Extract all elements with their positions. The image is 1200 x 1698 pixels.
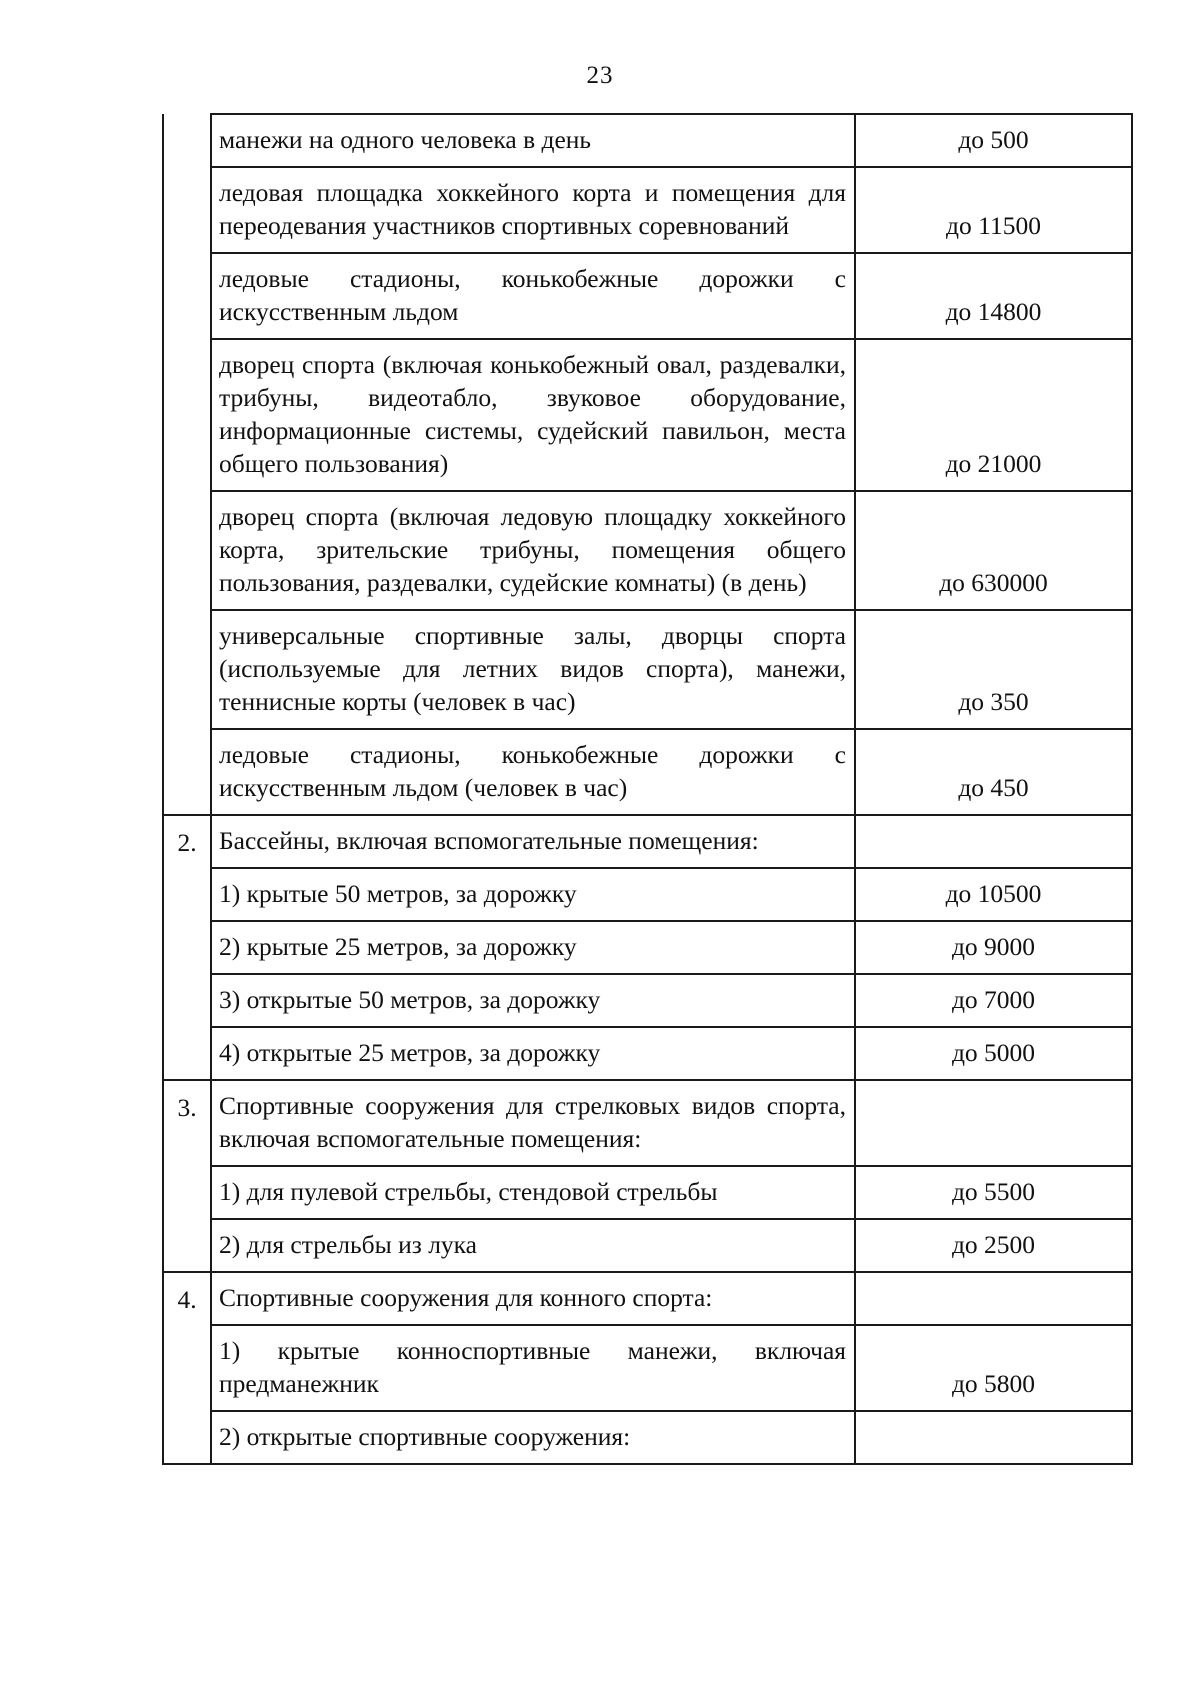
row-value [855, 1080, 1132, 1166]
row-description: ледовые стадионы, конькобежные дорожки с искусственным льдом [211, 253, 855, 339]
row-value: до 5500 [855, 1166, 1132, 1219]
table-row [163, 1166, 1132, 1219]
row-number [163, 1219, 211, 1272]
row-description: 2) для стрельбы из лука [211, 1219, 855, 1272]
row-value: до 450 [855, 729, 1132, 815]
row-value: до 2500 [855, 1219, 1132, 1272]
row-value: до 21000 [855, 339, 1132, 491]
row-value: до 350 [855, 610, 1132, 729]
row-description: Спортивные сооружения для стрелковых видов спорта, включая вспомогательные помещения: [211, 1080, 855, 1166]
row-number [163, 610, 211, 729]
row-value [855, 1272, 1132, 1325]
row-description: ледовые стадионы, конькобежные дорожки с искусственным льдом (человек в час) [211, 729, 855, 815]
table-row [163, 1325, 1132, 1411]
row-description: дворец спорта (включая конькобежный овал, раздевалки, трибуны, видеотабло, звуковое оборудование, информационные системы, судейский павильон, места общего пользования) [211, 339, 855, 491]
table-row [163, 974, 1132, 1027]
row-description: дворец спорта (включая ледовую площадку хоккейного корта, зрительские трибуны, помещения общего пользования, раздевалки, судейские комнаты) (в день) [211, 491, 855, 610]
row-value: до 11500 [855, 167, 1132, 253]
row-value: до 14800 [855, 253, 1132, 339]
row-description: ледовая площадка хоккейного корта и помещения для переодевания участников спортивных соревнований [211, 167, 855, 253]
table-row [163, 1027, 1132, 1080]
row-value: до 9000 [855, 921, 1132, 974]
row-description: манежи на одного человека в день [211, 114, 855, 167]
table-row [163, 167, 1132, 253]
table-row [163, 815, 1132, 868]
row-number: 2. [163, 815, 211, 868]
row-number [163, 167, 211, 253]
table-row [163, 1219, 1132, 1272]
table-row [163, 610, 1132, 729]
row-description: 3) открытые 50 метров, за дорожку [211, 974, 855, 1027]
table-row [163, 1411, 1132, 1464]
row-number [163, 921, 211, 974]
row-number: 4. [163, 1272, 211, 1325]
row-value: до 5800 [855, 1325, 1132, 1411]
table-row [163, 1272, 1132, 1325]
table-row [163, 491, 1132, 610]
table-row [163, 921, 1132, 974]
row-number [163, 974, 211, 1027]
row-value [855, 1411, 1132, 1464]
row-description: Бассейны, включая вспомогательные помещения: [211, 815, 855, 868]
row-number [163, 114, 211, 167]
row-number [163, 1027, 211, 1080]
row-description: 4) открытые 25 метров, за дорожку [211, 1027, 855, 1080]
row-description: 2) крытые 25 метров, за дорожку [211, 921, 855, 974]
page-number: 23 [586, 62, 614, 89]
row-description: универсальные спортивные залы, дворцы спорта (используемые для летних видов спорта), манежи, теннисные корты (человек в час) [211, 610, 855, 729]
row-value: до 10500 [855, 868, 1132, 921]
row-value: до 5000 [855, 1027, 1132, 1080]
table-row [163, 339, 1132, 491]
row-description: Спортивные сооружения для конного спорта: [211, 1272, 855, 1325]
row-number [163, 1325, 211, 1411]
row-value: до 630000 [855, 491, 1132, 610]
row-description: 1) крытые 50 метров, за дорожку [211, 868, 855, 921]
row-number [163, 729, 211, 815]
row-number [163, 1411, 211, 1464]
row-description: 1) для пулевой стрельбы, стендовой стрельбы [211, 1166, 855, 1219]
tariff-table [162, 113, 1133, 1465]
table-row [163, 253, 1132, 339]
row-number [163, 339, 211, 491]
row-number [163, 253, 211, 339]
row-description: 1) крытые конноспортивные манежи, включая предманежник [211, 1325, 855, 1411]
row-value [855, 815, 1132, 868]
table-row [163, 1080, 1132, 1166]
row-number [163, 868, 211, 921]
table-row [163, 114, 1132, 167]
table-row [163, 729, 1132, 815]
row-description: 2) открытые спортивные сооружения: [211, 1411, 855, 1464]
row-number: 3. [163, 1080, 211, 1166]
row-number [163, 491, 211, 610]
row-value: до 500 [855, 114, 1132, 167]
row-value: до 7000 [855, 974, 1132, 1027]
row-number [163, 1166, 211, 1219]
table-row [163, 868, 1132, 921]
table-body [163, 114, 1132, 1464]
